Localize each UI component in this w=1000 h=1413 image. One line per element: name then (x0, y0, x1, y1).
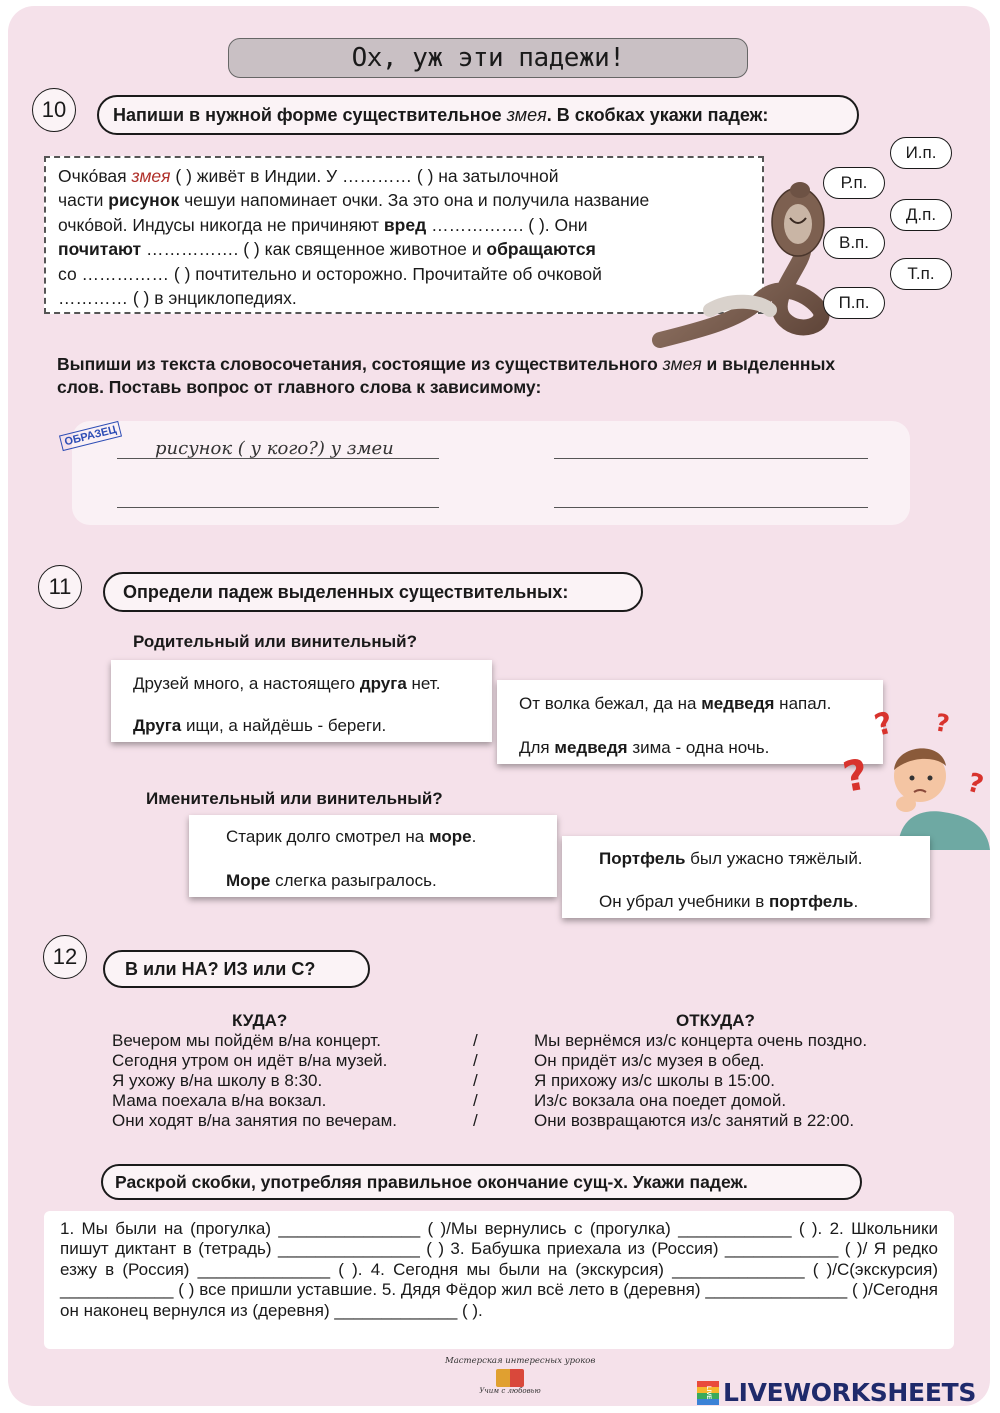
task-12-number: 12 (43, 935, 87, 979)
proverb-card-2 (497, 680, 883, 764)
brand-name: LIVEWORKSHEETS (723, 1378, 977, 1407)
separator: / (473, 1031, 478, 1050)
heading-kuda: КУДА? (232, 1011, 288, 1030)
card-line (133, 716, 386, 736)
text: От волка бежал, да на (519, 694, 702, 713)
separator: / (473, 1111, 478, 1130)
task-12-instruction: В или НА? ИЗ или С? (103, 950, 370, 988)
bold-word: почитают (58, 239, 142, 260)
text: слегка разыгралось. (270, 871, 437, 890)
left-sentence[interactable]: Я ухожу в/на школу в 8:30. (112, 1071, 323, 1090)
task-10-instruction (97, 95, 859, 135)
group-2-label: Именительный или винительный? (146, 789, 443, 808)
card-line (226, 827, 476, 847)
text: Выпиши из текста словосочетания, состоящие из существительного (57, 354, 663, 374)
case-vin[interactable]: В.п. (823, 227, 885, 259)
bold-word: рисунок (108, 190, 180, 211)
case-tv[interactable]: Т.п. (890, 258, 952, 290)
instruction-text: . В скобках укажи падеж: (546, 104, 769, 125)
separator: / (473, 1071, 478, 1090)
case-dat[interactable]: Д.п. (890, 199, 952, 231)
text[interactable]: ( ) живёт в Индии. У ………… ( ) на затылочной (170, 166, 559, 186)
target-noun[interactable]: Друга (133, 716, 182, 735)
left-sentence[interactable]: Они ходят в/на занятия по вечерам. (112, 1111, 397, 1130)
text-line-1 (58, 164, 750, 188)
bold-word: обращаются (486, 239, 596, 260)
text: напал. (774, 694, 832, 713)
target-noun[interactable]: море (428, 827, 472, 846)
answer-line-1[interactable] (554, 458, 868, 459)
card-line (599, 849, 863, 869)
svg-text:?: ? (964, 767, 987, 801)
cobra-illustration (650, 160, 840, 350)
exercise-text[interactable]: 1. Мы были на (прогулка) _______________ ( )/Мы вернулись с (прогулка) ____________ ( ). 2. Школьники пишут диктант в (тетрадь) _______________ ( ) 3. Бабушка приехала из (Россия) ____________ ( )/ Я редко езжу в (Россия) ______________ ( ). 4. Сегодня мы были на (экскурсия) ______________ ( )/С(экскурсия) ____________ ( ) все пришли уставшие. 5. Дядя Фёдор жил всё лето в (деревня) _______________ ( )/Сегодня он наконец вернулся из (деревня) _____________ ( ). (60, 1219, 938, 1320)
right-sentence[interactable]: Мы вернёмся из/с концерта очень поздно. (534, 1031, 868, 1050)
task-10-subinstruction-2: слов. Поставь вопрос от главного слова к зависимому: (57, 377, 542, 397)
task-11-instruction: Определи падеж выделенных существительных: (103, 572, 643, 612)
target-noun[interactable]: портфель (768, 892, 854, 911)
text: чешуи напоминает очки. За это она и получила название (179, 190, 650, 211)
heading-otkuda: ОТКУДА? (676, 1011, 755, 1030)
text: Для (519, 738, 555, 757)
task-10-number: 10 (32, 88, 76, 132)
text: . (853, 892, 859, 911)
instruction-word: змея (506, 104, 547, 125)
sentence-card-4 (562, 836, 930, 918)
sample-stamp: ОБРАЗЕЦ (59, 421, 122, 451)
case-im[interactable]: И.п. (890, 137, 952, 169)
proverb-card-1 (111, 660, 492, 742)
logo-subtext: Учим с любовью (479, 1387, 541, 1395)
highlight-word: змея (131, 166, 171, 186)
case-rod[interactable]: Р.п. (823, 167, 885, 199)
text: ищи, а найдёшь - береги. (181, 716, 387, 735)
text-line-6 (58, 286, 750, 310)
text: Старик долго смотрел на (226, 827, 429, 846)
page-title: Ох, уж эти падежи! (228, 38, 748, 78)
card-line (599, 892, 858, 912)
svg-text:?: ? (871, 705, 897, 744)
left-sentence[interactable]: Вечером мы пойдём в/на концерт. (112, 1031, 381, 1050)
target-noun[interactable]: Море (226, 871, 271, 890)
card-line (519, 694, 831, 714)
target-noun[interactable]: медведя (701, 694, 775, 713)
separator: / (473, 1051, 478, 1070)
text: нет. (406, 674, 441, 693)
text: Очко́вая (58, 166, 132, 186)
text[interactable]: ………… ( ) в энциклопедиях. (58, 288, 297, 309)
logo-text: Мастерская интересных уроков (445, 1356, 596, 1366)
answer-line-2[interactable] (117, 507, 439, 508)
text: зима - одна ночь. (627, 738, 770, 757)
text: очко́вой. Индусы никогда не причиняют (58, 214, 384, 235)
group-1-label: Родительный или винительный? (133, 632, 418, 651)
target-noun[interactable]: Портфель (599, 849, 686, 868)
right-sentence[interactable]: Они возвращаются из/с занятий в 22:00. (534, 1111, 855, 1130)
text[interactable]: со …………… ( ) почтительно и осторожно. Прочитайте об очковой (58, 263, 602, 284)
text-line-2 (58, 188, 750, 212)
answer-panel (72, 421, 910, 525)
text[interactable]: ……………. ( ). Они (426, 214, 588, 235)
text: и выделенных (701, 354, 836, 374)
sentence-card-3 (189, 815, 557, 897)
card-line (133, 674, 440, 694)
left-sentence[interactable]: Мама поехала в/на вокзал. (112, 1091, 327, 1110)
author-logo (445, 1356, 596, 1395)
right-sentence[interactable]: Я прихожу из/с школы в 15:00. (534, 1071, 775, 1090)
text: был ужасно тяжёлый. (685, 849, 863, 868)
target-noun[interactable]: медведя (554, 738, 628, 757)
text[interactable]: ……………. ( ) как священное животное и (141, 239, 487, 260)
text: Он убрал учебники в (599, 892, 769, 911)
card-line (519, 738, 769, 758)
logo-book-icon (496, 1369, 524, 1387)
liveworksheets-brand[interactable] (697, 1378, 976, 1407)
right-sentence[interactable]: Он придёт из/с музея в обед. (534, 1051, 765, 1070)
separator: / (473, 1091, 478, 1110)
brand-badge: LIVE (697, 1381, 719, 1405)
instruction-text: Напиши в нужной форме существительное (113, 104, 502, 125)
text-line-4 (58, 237, 750, 261)
italic-word: змея (662, 354, 702, 374)
right-sentence[interactable]: Из/с вокзала она поедет домой. (534, 1091, 787, 1110)
task-10-subinstruction (57, 354, 835, 375)
left-sentence[interactable]: Сегодня утром он идёт в/на музей. (112, 1051, 388, 1070)
target-noun[interactable]: друга (359, 674, 407, 693)
card-line (226, 871, 437, 891)
text: Друзей много, а настоящего (133, 674, 360, 693)
endings-exercise (44, 1211, 954, 1349)
text-line-3 (58, 213, 750, 237)
bold-word: вред (383, 214, 427, 235)
sample-answer: рисунок ( у кого?) у змеи (155, 438, 394, 459)
case-pr[interactable]: П.п. (823, 287, 885, 319)
task-12-instruction-2: Раскрой скобки, употребляя правильное окончание сущ-х. Укажи падеж. (101, 1164, 862, 1200)
task-11-number: 11 (38, 565, 82, 609)
text: части (58, 190, 109, 211)
answer-line-3[interactable] (554, 507, 868, 508)
text: . (471, 827, 477, 846)
text-line-5 (58, 262, 750, 286)
svg-text:?: ? (839, 749, 872, 802)
svg-text:?: ? (932, 708, 952, 739)
